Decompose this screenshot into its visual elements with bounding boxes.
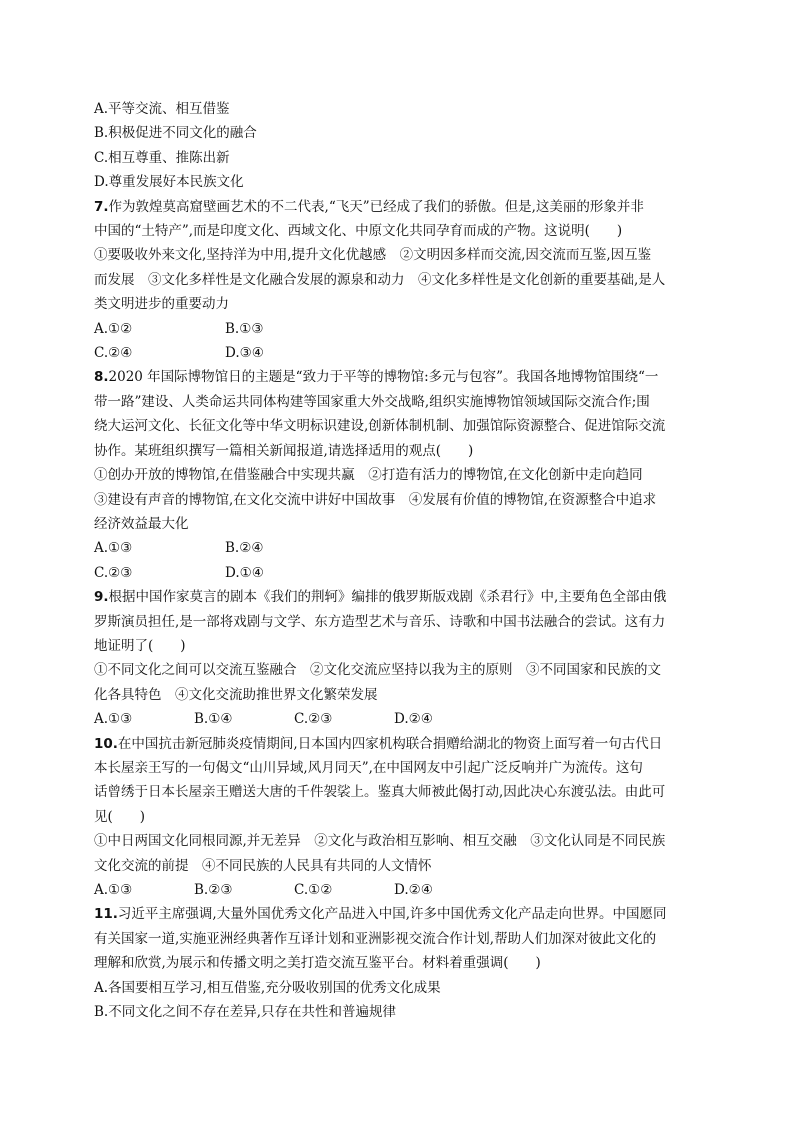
q9-item-line: ①不同文化之间可以交流互鉴融合 ②文化交流应坚持以我为主的原则 ③不同国家和民族的文 bbox=[94, 662, 661, 679]
q7-stem-line: 中国的“土特产”,而是印度文化、西域文化、中原文化共同孕育而成的产物。这说明( ) bbox=[94, 223, 623, 240]
q11-stem-line: 理解和欣赏,为展示和传播文明之美打造交流互鉴平台。材料着重强调( ) bbox=[94, 955, 541, 972]
q6-option-d: D.尊重发展好本民族文化 bbox=[94, 174, 244, 191]
exam-page bbox=[94, 97, 704, 1024]
q7-item-line: 而发展 ③文化多样性是文化融合发展的源泉和动力 ④文化多样性是文化创新的重要基础,是人 bbox=[94, 271, 666, 288]
q10-stem-line: 本长屋亲王写的一句偈文“山川异域,风月同天”,在中国网友中引起广泛反响并广为流传。这句 bbox=[94, 759, 643, 776]
q8-stem-line: 8.2020 年国际博物馆日的主题是“致力于平等的博物馆:多元与包容”。我国各地博物馆围绕“一 bbox=[94, 369, 659, 386]
q8-stem-line: 带一路”建设、人类命运共同体构建等国家重大外交战略,组织实施博物馆领域国际交流合作;围 bbox=[94, 393, 650, 410]
q7-item-line: 类文明进步的重要动力 bbox=[94, 296, 229, 313]
q8-options-row-2 bbox=[94, 561, 704, 585]
q9-option-d: D.②④ bbox=[394, 711, 433, 728]
q7-number: 7. bbox=[94, 198, 109, 215]
q11-number: 11. bbox=[94, 906, 118, 923]
q7-option-d: D.③④ bbox=[225, 345, 264, 362]
q9-option-b: B.①④ bbox=[194, 711, 233, 728]
q10-option-b: B.②③ bbox=[194, 882, 233, 898]
q10-option-a: A.①③ bbox=[94, 882, 133, 898]
q11-option-b: B.不同文化之间不存在差异,只存在共性和普遍规律 bbox=[94, 1004, 397, 1021]
q9-option-c: C.②③ bbox=[294, 711, 333, 728]
q9-item-line: 化各具特色 ④文化交流助推世界文化繁荣发展 bbox=[94, 686, 378, 703]
q7-option-a: A.①② bbox=[94, 320, 133, 337]
q6-option-a: A.平等交流、相互借鉴 bbox=[94, 101, 230, 117]
q7-item-line: ①要吸收外来文化,坚持洋为中用,提升文化优越感 ②文明因多样而交流,因交流而互鉴,因互鉴 bbox=[94, 247, 652, 264]
q10-item-line: 文化交流的前提 ④不同民族的人民具有共同的人文情怀 bbox=[94, 857, 432, 874]
q9-number: 9. bbox=[94, 589, 109, 606]
q10-number: 10. bbox=[94, 735, 118, 752]
q10-options-row bbox=[94, 878, 704, 902]
q8-option-a: A.①③ bbox=[94, 540, 133, 557]
q8-number: 8. bbox=[94, 369, 109, 386]
q10-item-line: ①中日两国文化同根同源,并无差异 ②文化与政治相互影响、相互交融 ③文化认同是不同民族 bbox=[94, 833, 666, 850]
q10-option-d: D.②④ bbox=[394, 882, 433, 898]
q11-stem-line: 11.习近平主席强调,大量外国优秀文化产品进入中国,许多中国优秀文化产品走向世界。中国愿同 bbox=[94, 906, 667, 923]
q7-options-row-2 bbox=[94, 341, 704, 365]
q7-option-b: B.①③ bbox=[225, 320, 264, 337]
q8-stem-line: 协作。某班组织撰写一篇相关新闻报道,请选择适用的观点( ) bbox=[94, 442, 474, 459]
q6-option-c: C.相互尊重、推陈出新 bbox=[94, 149, 230, 166]
q6-option-b: B.积极促进不同文化的融合 bbox=[94, 125, 257, 142]
q8-stem-line: 绕大运河文化、长征文化等中华文明标识建设,创新体制机制、加强馆际资源整合、促进馆际交流 bbox=[94, 418, 666, 435]
q9-stem-line: 地证明了( ) bbox=[94, 637, 186, 654]
q10-stem-line: 10.在中国抗击新冠肺炎疫情期间,日本国内四家机构联合捐赠给湖北的物资上面写着一句古代日 bbox=[94, 735, 663, 752]
q8-option-d: D.①④ bbox=[225, 564, 264, 581]
q11-stem-line: 有关国家一道,实施亚洲经典著作互译计划和亚洲影视交流合作计划,帮助人们加深对彼此文化的 bbox=[94, 930, 657, 947]
q8-options-row-1 bbox=[94, 536, 704, 560]
q7-options-row-1 bbox=[94, 317, 704, 341]
q8-item-line: 经济效益最大化 bbox=[94, 515, 189, 532]
q8-item-line: ③建设有声音的博物馆,在文化交流中讲好中国故事 ④发展有价值的博物馆,在资源整合中追求 bbox=[94, 491, 657, 508]
q10-stem-line: 见( ) bbox=[94, 808, 146, 825]
q9-option-a: A.①③ bbox=[94, 711, 133, 728]
q9-stem-line: 罗斯演员担任,是一部将戏剧与文学、东方造型艺术与音乐、诗歌和中国书法融合的尝试。这有力 bbox=[94, 613, 666, 630]
q11-option-a: A.各国要相互学习,相互借鉴,充分吸收别国的优秀文化成果 bbox=[94, 979, 441, 996]
q9-stem-line: 9.根据中国作家莫言的剧本《我们的荆轲》编排的俄罗斯版戏剧《杀君行》中,主要角色全部由俄 bbox=[94, 589, 667, 606]
q7-stem-line: 7.作为敦煌莫高窟壁画艺术的不二代表,“飞天”已经成了我们的骄傲。但是,这美丽的形象并非 bbox=[94, 198, 644, 215]
q9-options-row bbox=[94, 707, 704, 731]
q8-option-c: C.②③ bbox=[94, 564, 133, 581]
q7-option-c: C.②④ bbox=[94, 345, 133, 362]
q8-option-b: B.②④ bbox=[225, 540, 264, 557]
q8-item-line: ①创办开放的博物馆,在借鉴融合中实现共赢 ②打造有活力的博物馆,在文化创新中走向趋同 bbox=[94, 467, 643, 484]
q10-stem-line: 话曾绣于日本长屋亲王赠送大唐的千件袈裟上。鉴真大师被此偈打动,因此决心东渡弘法。由此可 bbox=[94, 784, 666, 801]
q10-option-c: C.①② bbox=[294, 882, 333, 898]
